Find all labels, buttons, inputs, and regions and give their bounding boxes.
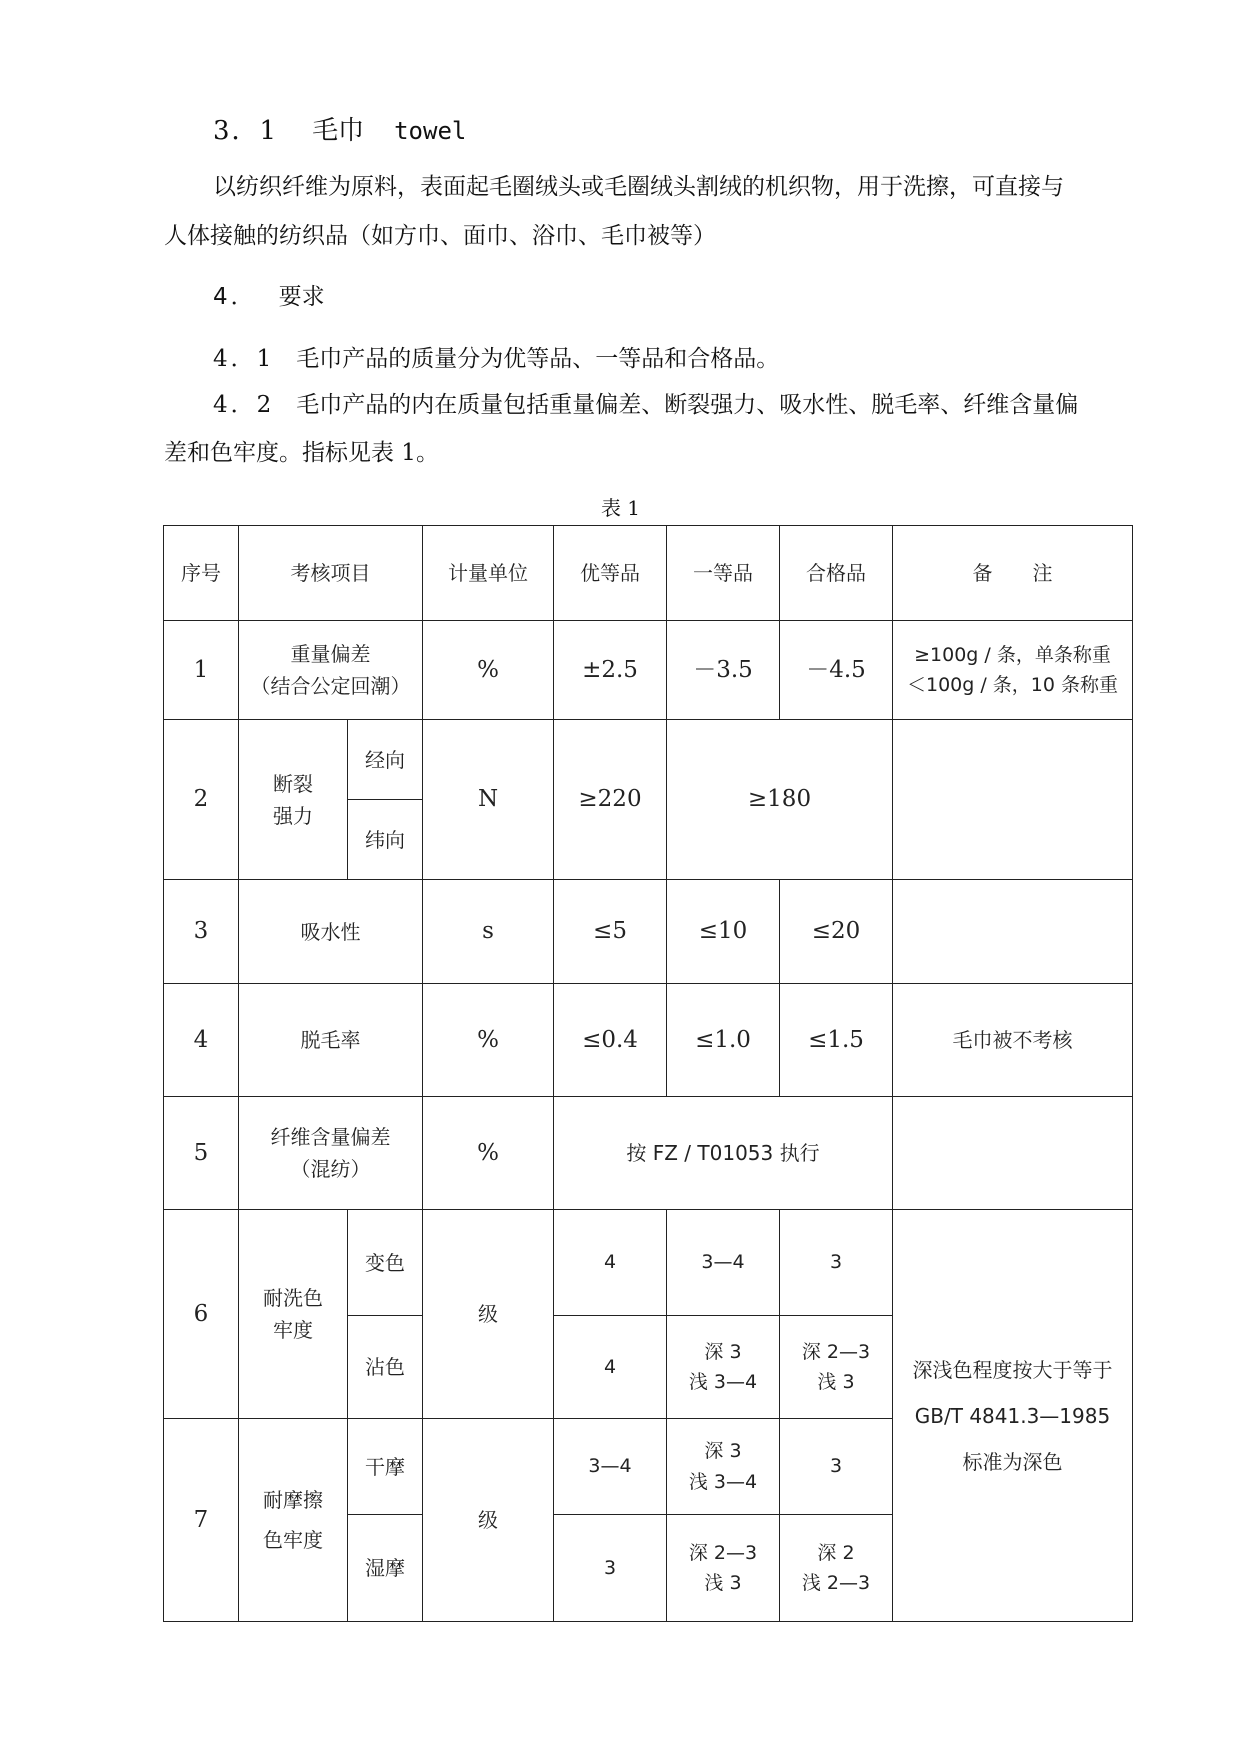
clause-text: 毛巾产品的质量分为优等品、一等品和合格品。: [296, 346, 780, 372]
row-item: 吸水性: [239, 880, 423, 984]
row-qualified: 3: [780, 1210, 893, 1316]
row-first: ≤1.0: [667, 984, 780, 1097]
term-zh: 毛巾: [312, 116, 365, 146]
section-3-1-heading: [213, 118, 466, 144]
row-item: [239, 720, 348, 880]
section-number: 3．1: [213, 116, 279, 146]
row-no: 1: [164, 621, 239, 720]
term-en: towel: [394, 117, 467, 145]
clause-4-2-continued: 差和色牢度。指标见表 1。: [164, 440, 439, 466]
table-header-row: [164, 526, 1133, 621]
row-superior: 4: [554, 1210, 667, 1316]
row-no: 5: [164, 1097, 239, 1210]
value-line: 浅 3—4: [688, 1470, 758, 1493]
row-item: 脱毛率: [239, 984, 423, 1097]
row-first: [667, 1316, 780, 1419]
table-row: [164, 720, 1133, 800]
header-unit: 计量单位: [423, 526, 554, 621]
row-superior: 3: [554, 1515, 667, 1622]
row-unit: s: [423, 880, 554, 984]
row-qualified: ≤20: [780, 880, 893, 984]
item-line: （混纺）: [290, 1157, 371, 1181]
row-superior: ≥220: [554, 720, 667, 880]
row-subitem: 干摩: [348, 1419, 423, 1515]
row-item: [239, 1097, 423, 1210]
value-line: 深 3: [704, 1340, 742, 1363]
value-line: 深 2—3: [688, 1541, 758, 1564]
item-line: 耐洗色: [263, 1286, 323, 1310]
row-first: [667, 1515, 780, 1622]
row-first: 3—4: [667, 1210, 780, 1316]
row-unit: 级: [423, 1210, 554, 1419]
row-subitem: 变色: [348, 1210, 423, 1316]
row-unit: 级: [423, 1419, 554, 1622]
clause-number: 4．2: [213, 392, 275, 418]
row-qualified: ≤1.5: [780, 984, 893, 1097]
table-row: [164, 621, 1133, 720]
table-row: [164, 880, 1133, 984]
header-remark: 备 注: [893, 526, 1133, 621]
value-line: 浅 3: [704, 1572, 742, 1594]
row-no: 4: [164, 984, 239, 1097]
value-line: 浅 3—4: [688, 1371, 758, 1393]
row-no: 7: [164, 1419, 239, 1622]
table-row: [164, 1210, 1133, 1316]
row-no: 6: [164, 1210, 239, 1419]
row-superior: 4: [554, 1316, 667, 1419]
section-4-heading: [213, 286, 325, 309]
row-remark: 毛巾被不考核: [893, 984, 1133, 1097]
section-number: 4．: [213, 284, 257, 310]
header-qualified: 合格品: [780, 526, 893, 621]
row-no: 3: [164, 880, 239, 984]
row-superior: ≤0.4: [554, 984, 667, 1097]
definition-line-2: 人体接触的纺织品（如方巾、面巾、浴巾、毛巾被等）: [164, 223, 716, 249]
quality-table: [163, 525, 1133, 1622]
value-line: 深 2: [817, 1541, 855, 1564]
item-line: （结合公定回潮）: [250, 674, 411, 698]
row-item: [239, 621, 423, 720]
table-caption: 表 1: [600, 496, 641, 520]
definition-line-1: 以纺织纤维为原料，表面起毛圈绒头或毛圈绒头割绒的机织物，用于洗擦，可直接与: [213, 174, 1064, 200]
row-unit: %: [423, 984, 554, 1097]
header-item: 考核项目: [239, 526, 423, 621]
row-first: [667, 1419, 780, 1515]
value-line: 浅 2—3: [801, 1572, 871, 1594]
remark-line: 标准为深色: [962, 1449, 1063, 1474]
row-unit: %: [423, 1097, 554, 1210]
remark-line: 深浅色程度按大于等于: [912, 1357, 1113, 1382]
clause-number: 4．1: [213, 346, 275, 372]
clause-4-1: [213, 348, 779, 371]
row-item: [239, 1419, 348, 1622]
row-superior: ≤5: [554, 880, 667, 984]
row-superior: ±2.5: [554, 621, 667, 720]
header-superior: 优等品: [554, 526, 667, 621]
row-no: 2: [164, 720, 239, 880]
item-line: 重量偏差: [290, 642, 371, 666]
row-unit: %: [423, 621, 554, 720]
row-merged-value: 按 FZ / T01053 执行: [554, 1097, 893, 1210]
item-line: 强力: [273, 803, 313, 828]
value-line: 深 2—3: [801, 1340, 871, 1363]
row-superior: 3—4: [554, 1419, 667, 1515]
header-no: 序号: [164, 526, 239, 621]
row-remark: [893, 621, 1133, 720]
section-title: 要求: [278, 284, 325, 310]
row-subitem: 沾色: [348, 1316, 423, 1419]
row-qualified: －4.5: [780, 621, 893, 720]
row-subitem: 经向: [348, 720, 423, 800]
remark-line: ＜100g / 条，10 条称重: [906, 674, 1119, 696]
item-line: 耐摩擦: [263, 1488, 323, 1512]
item-line: 断裂: [273, 771, 313, 796]
row-remark-color-fastness: [893, 1210, 1133, 1622]
row-first: ≤10: [667, 880, 780, 984]
value-line: 深 3: [704, 1440, 742, 1463]
item-line: 纤维含量偏差: [270, 1125, 391, 1149]
row-subitem: 湿摩: [348, 1515, 423, 1622]
table-row: [164, 1097, 1133, 1210]
clause-4-2: [213, 394, 1078, 417]
row-subitem: 纬向: [348, 800, 423, 880]
remark-line: ≥100g / 条，单条称重: [914, 643, 1111, 666]
clause-text: 毛巾产品的内在质量包括重量偏差、断裂强力、吸水性、脱毛率、纤维含量偏: [296, 392, 1079, 418]
value-line: 浅 3: [817, 1371, 855, 1393]
row-first: －3.5: [667, 621, 780, 720]
item-line: 牢度: [273, 1318, 313, 1342]
table-row: [164, 984, 1133, 1097]
header-first: 一等品: [667, 526, 780, 621]
item-line: 色牢度: [263, 1528, 323, 1552]
row-remark: [893, 720, 1133, 880]
row-unit: N: [423, 720, 554, 880]
row-remark: [893, 1097, 1133, 1210]
row-remark: [893, 880, 1133, 984]
row-qualified: 3: [780, 1419, 893, 1515]
remark-line: GB/T 4841.3—1985: [914, 1403, 1111, 1428]
row-qualified: [780, 1316, 893, 1419]
row-item: [239, 1210, 348, 1419]
row-first-qualified: ≥180: [667, 720, 893, 880]
row-qualified: [780, 1515, 893, 1622]
